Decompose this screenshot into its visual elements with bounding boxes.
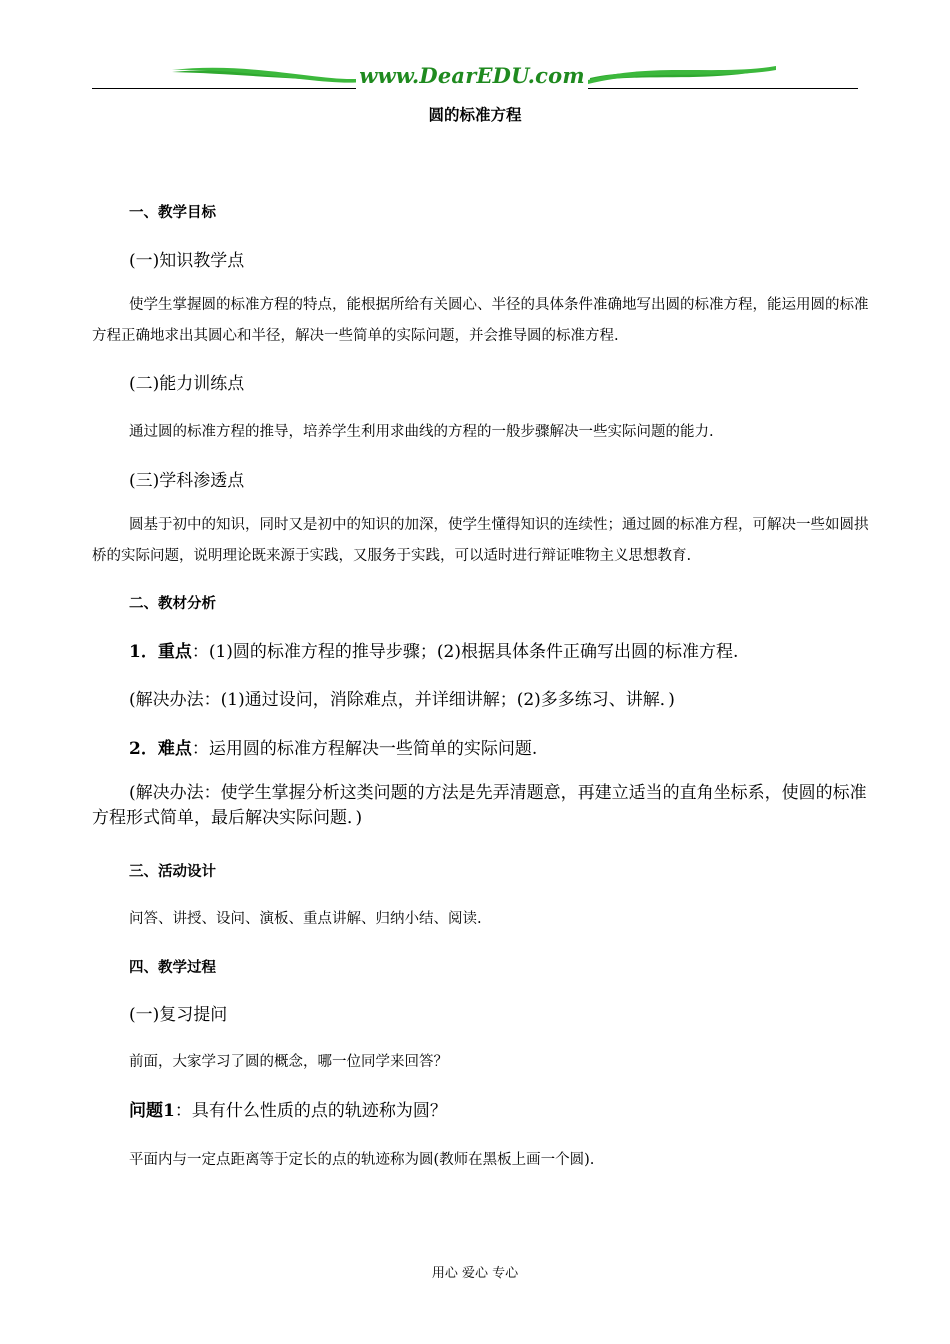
section-1-sub1-body: 使学生掌握圆的标准方程的特点，能根据所给有关圆心、半径的具体条件准确地写出圆的标准方程，能运用圆的标准方程正确地求出其圆心和半径，解决一些简单的实际问题，并会推导圆的标准方程. — [92, 297, 869, 344]
question-1-label: 问题1 — [129, 1101, 175, 1121]
section-2-heading: 二、教材分析 — [129, 595, 216, 612]
page-footer: 用心 爱心 专心 — [431, 1266, 519, 1281]
section-1-sub3-body: 圆基于初中的知识，同时又是初中的知识的加深，使学生懂得知识的连续性；通过圆的标准方程，可解决一些如圆拱桥的实际问题，说明理论既来源于实践，又服务于实践，可以适时进行辩证唯物主义思想教育. — [92, 517, 869, 564]
section-1-sub2-body: 通过圆的标准方程的推导，培养学生利用求曲线的方程的一般步骤解决一些实际问题的能力. — [129, 424, 714, 440]
question-1-text: ：具有什么性质的点的轨迹称为圆？ — [174, 1101, 447, 1121]
section-2-point-1-solution: (解决办法：(1)通过设问，消除难点，并详细讲解；(2)多多练习、讲解．) — [129, 690, 675, 710]
section-4-question-1-answer: 平面内与一定点距离等于定长的点的轨迹称为圆(教师在黑板上画一个圆). — [129, 1152, 595, 1168]
section-2-point-1 — [129, 637, 909, 662]
section-3-heading: 三、活动设计 — [129, 863, 216, 880]
section-4-question-1 — [129, 1096, 909, 1121]
section-4-sub1: (一)复习提问 — [129, 1005, 228, 1025]
section-4-heading: 四、教学过程 — [129, 959, 216, 976]
point-1-label: 1．重点 — [129, 642, 192, 662]
section-4-sub1-body: 前面，大家学习了圆的概念，哪一位同学来回答？ — [129, 1054, 448, 1070]
point-2-label: 2．难点 — [129, 739, 192, 759]
document-title: 圆的标准方程 — [428, 105, 522, 124]
site-logo — [170, 62, 780, 92]
logo-text: www.DearEDU.com — [356, 63, 588, 89]
section-1-sub2: (二)能力训练点 — [129, 374, 245, 394]
section-1-heading: 一、教学目标 — [129, 204, 216, 221]
point-2-text: ：运用圆的标准方程解决一些简单的实际问题. — [191, 739, 538, 759]
section-2-point-2 — [129, 734, 909, 759]
section-1-sub3: (三)学科渗透点 — [129, 471, 245, 491]
point-1-text: ：(1)圆的标准方程的推导步骤；(2)根据具体条件正确写出圆的标准方程. — [191, 642, 739, 662]
section-3-body: 问答、讲授、设问、演板、重点讲解、归纳小结、阅读. — [129, 911, 482, 927]
section-2-point-2-solution: (解决办法：使学生掌握分析这类问题的方法是先弄清题意，再建立适当的直角坐标系，使圆的标准方程形式简单，最后解决实际问题．) — [92, 783, 867, 828]
section-1-sub1: (一)知识教学点 — [129, 251, 245, 271]
